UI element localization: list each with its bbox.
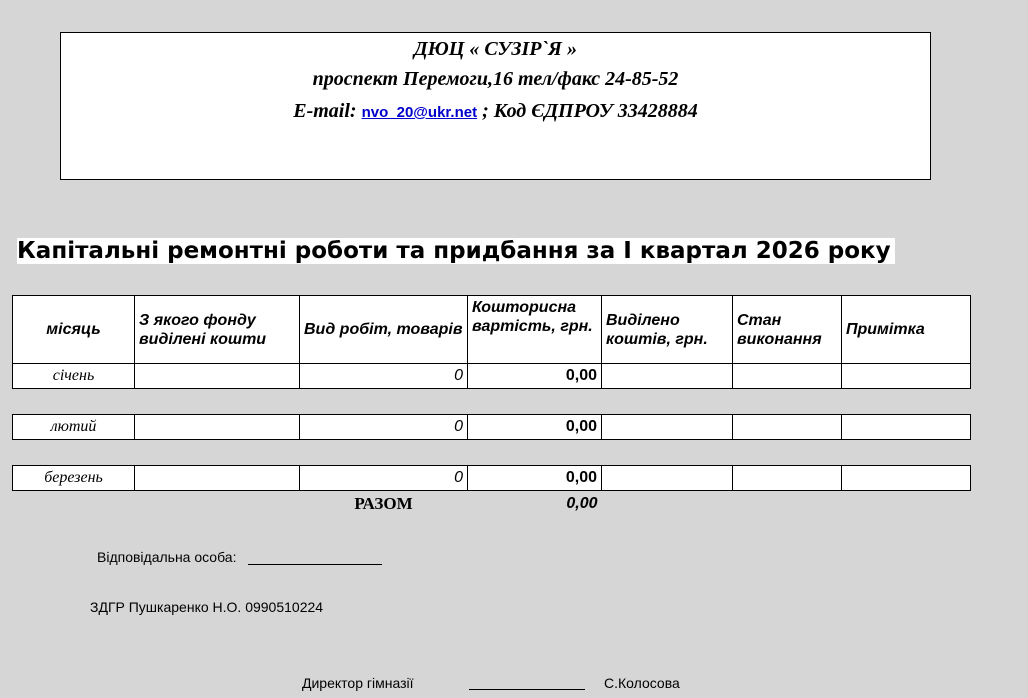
month-cell[interactable]: березень [13,466,135,491]
responsible-person: ЗДГР Пушкаренко Н.О. 0990510224 [90,599,324,615]
estimate-cell[interactable]: 0,00 [468,364,602,389]
director-signature-blank [469,674,585,690]
note-cell[interactable] [842,364,971,389]
work-type-cell[interactable]: 0 [300,415,468,440]
fund-cell[interactable] [135,466,300,491]
note-cell[interactable] [842,466,971,491]
spacer-row [13,440,971,466]
total-row [13,491,971,517]
responsible-label: Відповідальна особа: [97,549,237,565]
month-cell[interactable]: січень [13,364,135,389]
table-row [13,364,971,389]
table-row [13,415,971,440]
column-header-month: місяць [13,296,135,364]
column-header-note: Примітка [842,296,971,364]
email-link[interactable]: nvo_20@ukr.net [361,104,478,121]
total-value[interactable]: 0,00 [566,494,598,512]
column-header-allocated: Виділено коштів, грн. [602,296,733,364]
edrpou-code: ; Код ЄДПРОУ 33428884 [477,100,698,122]
allocated-cell[interactable] [602,364,733,389]
org-contacts [61,100,930,123]
signature-blank [248,550,382,565]
spacer-row [13,389,971,415]
column-header-status: Стан виконання [733,296,842,364]
works-table [12,295,971,517]
fund-cell[interactable] [135,415,300,440]
organization-header [60,32,931,180]
fund-cell[interactable] [135,364,300,389]
status-cell[interactable] [733,466,842,491]
table-header-row [13,296,971,364]
director-name: С.Колосова [604,675,680,691]
status-cell[interactable] [733,415,842,440]
estimate-cell[interactable]: 0,00 [468,415,602,440]
column-header-estimate: Кошторисна вартість, грн. [468,296,602,364]
page-title: Капітальні ремонтні роботи та придбання за І квартал 2026 року [17,238,895,264]
org-address: проспект Перемоги,16 тел/факс 24-85-52 [312,68,679,90]
total-label: РАЗОМ [354,493,413,513]
responsible-line [97,549,382,565]
allocated-cell[interactable] [602,415,733,440]
allocated-cell[interactable] [602,466,733,491]
work-type-cell[interactable]: 0 [300,364,468,389]
work-type-cell[interactable]: 0 [300,466,468,491]
estimate-cell[interactable]: 0,00 [468,466,602,491]
org-name: ДЮЦ « СУЗІР`Я » [414,38,577,60]
column-header-fund: З якого фонду виділені кошти [135,296,300,364]
note-cell[interactable] [842,415,971,440]
director-label: Директор гімназії [302,675,414,691]
table-row [13,466,971,491]
status-cell[interactable] [733,364,842,389]
email-label: E-mail: [293,100,362,122]
month-cell[interactable]: лютий [13,415,135,440]
column-header-work-type: Вид робіт, товарів [300,296,468,364]
